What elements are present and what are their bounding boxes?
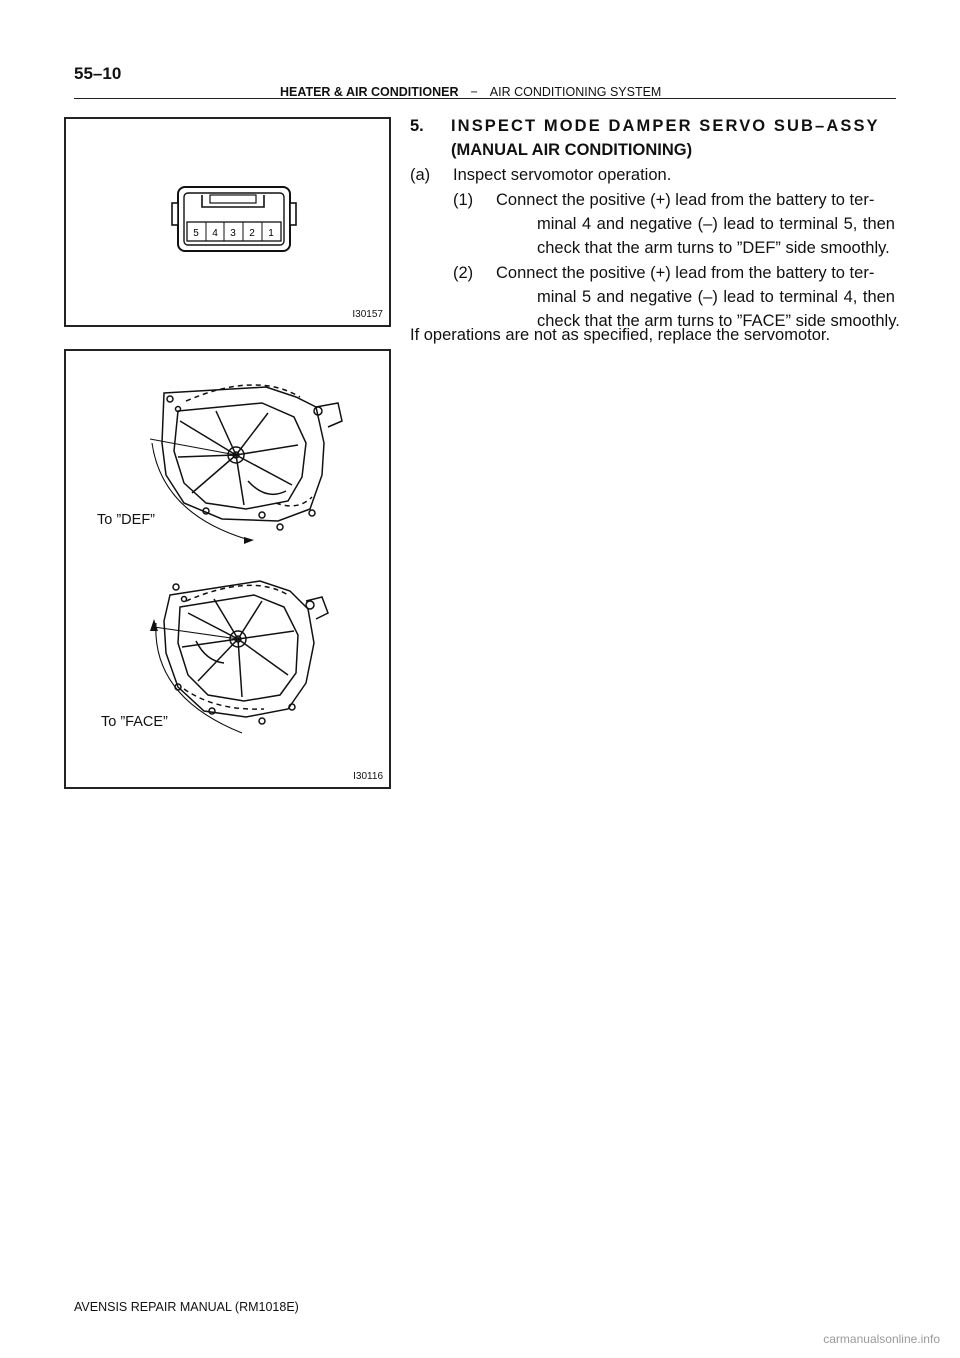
terminal-label: 1 xyxy=(268,228,274,239)
terminal-label: 2 xyxy=(249,228,255,239)
item2-line2: minal 5 and negative (–) lead to terminal 4, then xyxy=(537,288,895,306)
header-section: HEATER & AIR CONDITIONER xyxy=(280,85,459,99)
figure-servo-damper xyxy=(64,349,391,789)
header-dash: − xyxy=(470,85,478,99)
figure-connector xyxy=(64,117,391,327)
terminal-label: 5 xyxy=(193,228,199,239)
item2-line1: Connect the positive (+) lead from the battery to ter- xyxy=(496,264,875,282)
item1-label: (1) xyxy=(453,191,474,209)
sub-a-label: (a) xyxy=(410,166,431,184)
step-title-line1: INSPECT MODE DAMPER SERVO SUB–ASSY xyxy=(451,117,880,135)
item1-line3: check that the arm turns to ”DEF” side smoothly. xyxy=(537,239,890,257)
label-to-face: To ”FACE” xyxy=(101,714,168,730)
figure-id: I30116 xyxy=(353,771,383,782)
terminal-label: 3 xyxy=(230,228,236,239)
sub-a-text: Inspect servomotor operation. xyxy=(453,166,672,184)
label-to-def: To ”DEF” xyxy=(97,512,155,528)
step-number: 5. xyxy=(410,117,424,135)
page-footer: AVENSIS REPAIR MANUAL (RM1018E) xyxy=(74,1300,299,1314)
header-rule xyxy=(74,98,896,99)
step-title-line2: (MANUAL AIR CONDITIONING) xyxy=(451,141,693,159)
conclusion-text: If operations are not as specified, replace the servomotor. xyxy=(410,326,831,344)
connector-drawing xyxy=(66,119,389,325)
page-number: 55–10 xyxy=(74,64,122,83)
item2-label: (2) xyxy=(453,264,474,282)
item1-line2: minal 4 and negative (–) lead to terminal 5, then xyxy=(537,215,895,233)
figure-id: I30157 xyxy=(352,309,383,320)
header-subsection: AIR CONDITIONING SYSTEM xyxy=(489,85,662,99)
page-header xyxy=(280,85,661,99)
item1-line1: Connect the positive (+) lead from the battery to ter- xyxy=(496,191,875,209)
terminal-label: 4 xyxy=(212,228,218,239)
item2-line3: check that the arm turns to ”FACE” side smoothly. xyxy=(537,312,900,330)
watermark-text: carmanualsonline.info xyxy=(823,1332,940,1346)
